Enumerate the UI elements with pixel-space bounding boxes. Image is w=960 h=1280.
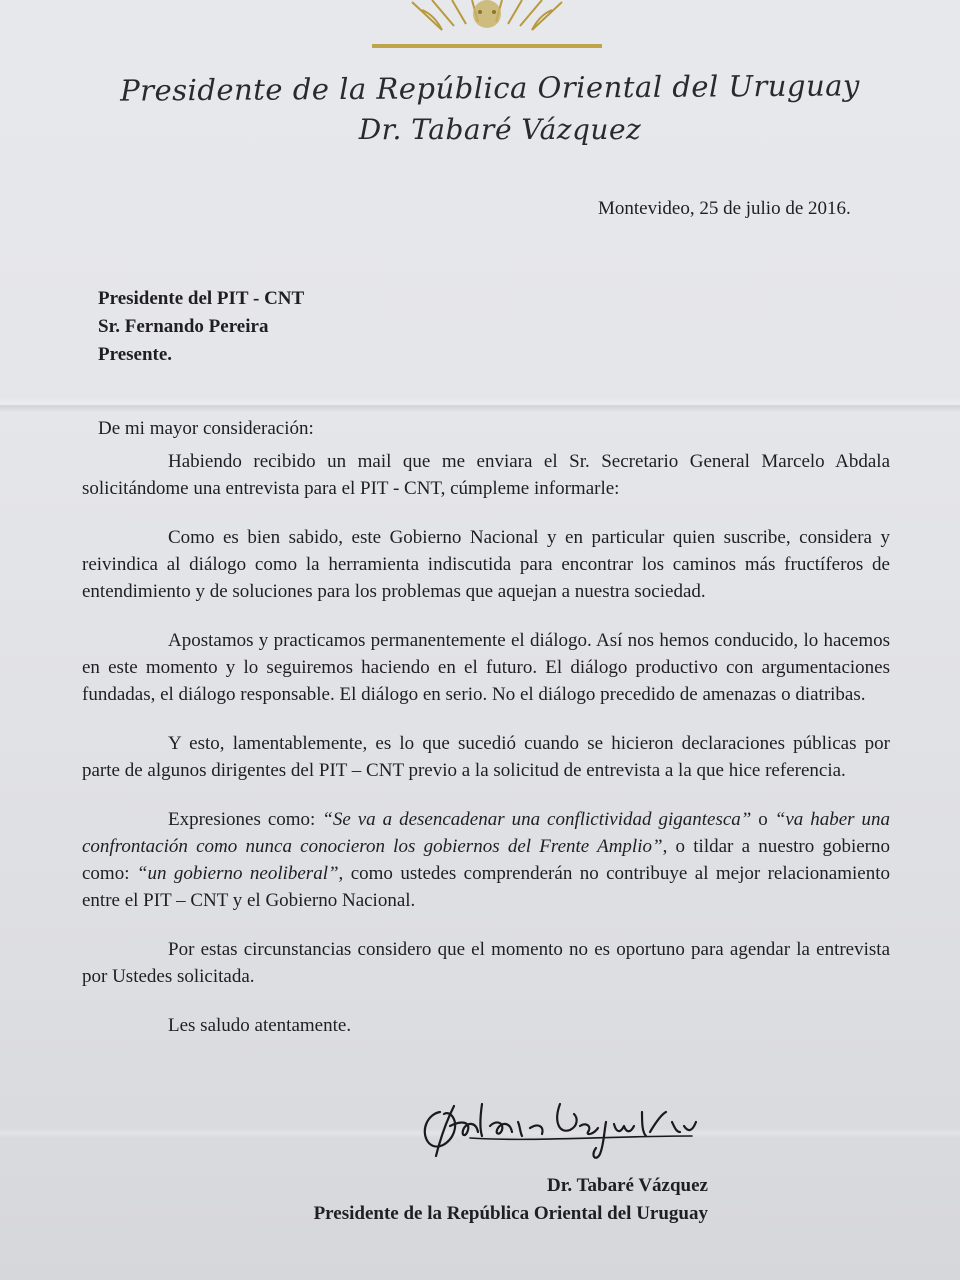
paragraph-6: Por estas circunstancias considero que el momento no es oportuno para agendar la entrevista por Ustedes solicitada.	[82, 939, 890, 987]
recipient-presente: Presente.	[98, 344, 173, 365]
letterhead-title: Presidente de la República Oriental del Uruguay	[119, 68, 860, 108]
p5-text-4: , como ustedes comprenderán no contribuye al mejor relacionamiento entre el PIT – CNT y el Gobierno Nacional.	[82, 863, 890, 911]
letter-body	[82, 448, 890, 1061]
letterhead	[0, 66, 960, 150]
p5-quote-1: “Se va a desencadenar una conflictividad gigantesca”	[322, 809, 752, 830]
p5-text-1: Expresiones como:	[168, 809, 323, 830]
signatory-name: Dr. Tabaré Vázquez	[547, 1175, 708, 1196]
letterhead-name: Dr. Tabaré Vázquez	[358, 113, 642, 146]
p5-quote-2: “va haber una confrontación como nunca conocieron los gobiernos del Frente Amplio”	[82, 809, 891, 857]
signatory-title: Presidente de la República Oriental del Uruguay	[313, 1203, 708, 1224]
letter-date: Montevideo, 25 de julio de 2016.	[598, 198, 851, 219]
paragraph-3: Apostamos y practicamos permanentemente el diálogo. Así nos hemos conducido, lo hacemos en este momento y lo seguiremos haciendo en el futuro. El diálogo productivo con argumentaciones fundadas, el diálogo responsable. El diálogo en serio. No el diálogo precedido de amenazas o diatribas.	[82, 630, 890, 705]
paper-fold-line	[0, 398, 960, 412]
recipient-title: Presidente del PIT - CNT	[98, 288, 305, 309]
p5-text-3: , o tildar a nuestro gobierno como:	[82, 836, 890, 884]
handwritten-signature-icon	[410, 1092, 700, 1164]
sun-of-may-seal-icon	[372, 0, 602, 56]
p5-quote-3: “un gobierno neoliberal”	[136, 863, 339, 884]
paragraph-4: Y esto, lamentablemente, es lo que sucedió cuando se hicieron declaraciones públicas por parte de algunos dirigentes del PIT – CNT previo a la solicitud de entrevista a la que hice referencia.	[82, 733, 890, 781]
paragraph-1: Habiendo recibido un mail que me enviara el Sr. Secretario General Marcelo Abdala solicitándome una entrevista para el PIT - CNT, cúmpleme informarle:	[82, 451, 890, 499]
p5-text-2: o	[751, 809, 775, 830]
salutation: De mi mayor consideración:	[98, 418, 314, 439]
recipient-block	[98, 285, 304, 369]
recipient-name: Sr. Fernando Pereira	[98, 316, 269, 337]
closing-line: Les saludo atentamente.	[168, 1015, 352, 1036]
paragraph-2: Como es bien sabido, este Gobierno Nacional y en particular quien suscribe, considera y reivindica al diálogo como la herramienta indiscutida para encontrar los caminos más fructíferos de entendimiento y de soluciones para los problemas que aquejan a nuestra sociedad.	[82, 527, 890, 602]
paragraph-5	[82, 806, 890, 914]
signature-block	[268, 1172, 708, 1228]
